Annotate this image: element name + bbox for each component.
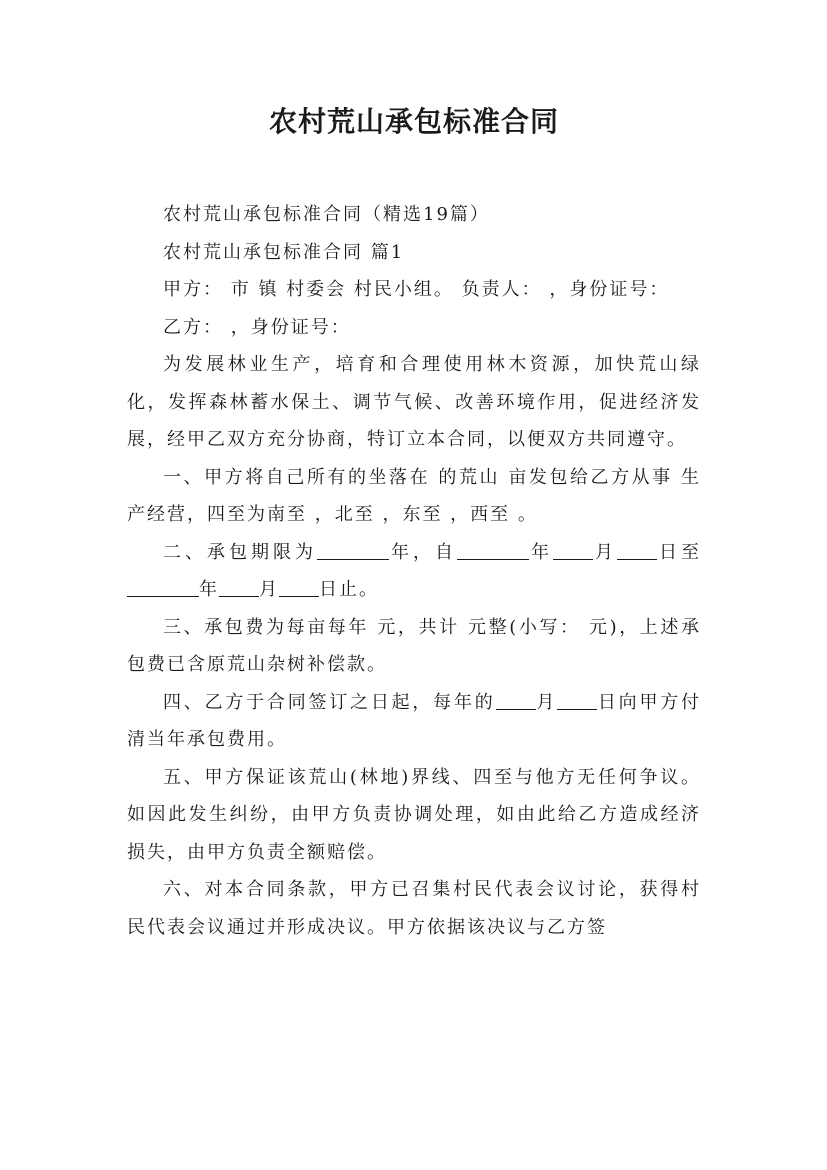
blank-end-day xyxy=(279,578,319,597)
clause-6-paragraph: 六、对本合同条款，甲方已召集村民代表会议讨论，获得村民代表会议通过并形成决议。甲方依据该决议与乙方签 xyxy=(127,879,701,938)
clause-4-text-c: 日向甲方付清当年承包费用。 xyxy=(127,691,702,750)
document-title: 农村荒山承包标准合同 xyxy=(268,105,559,138)
clause-1-paragraph: 一、甲方将自己所有的坐落在 的荒山 亩发包给乙方从事 生产经营，四至为南至 ，北至 ，东至 ，西至 。 xyxy=(127,466,701,525)
clause-2-text-h: 日止。 xyxy=(319,579,379,600)
blank-pay-day xyxy=(557,691,597,710)
section-heading: 农村荒山承包标准合同 篇1 xyxy=(163,241,405,263)
clause-2-text-b: 年，自 xyxy=(389,541,457,563)
clause-2-text-f: 年 xyxy=(199,579,219,600)
blank-end-month xyxy=(219,578,259,597)
clause-2-text-d: 月 xyxy=(593,541,617,563)
clause-4-text-b: 月 xyxy=(535,691,558,713)
clause-4-paragraph xyxy=(127,684,701,759)
clause-2-paragraph xyxy=(127,534,701,609)
blank-start-day xyxy=(617,541,657,560)
clause-5-paragraph: 五、甲方保证该荒山(林地)界线、四至与他方无任何争议。如因此发生纠纷，由甲方负责协调处理，如由此给乙方造成经济损失，由甲方负责全额赔偿。 xyxy=(127,766,701,863)
blank-start-year xyxy=(457,541,529,560)
clause-3-paragraph: 三、承包费为每亩每年 元，共计 元整(小写： 元)，上述承包费已含原荒山杂树补偿款。 xyxy=(127,616,701,675)
clause-4-text-a: 四、乙方于合同签订之日起，每年的 xyxy=(163,691,496,713)
blank-start-month xyxy=(553,541,593,560)
clause-2-text-a: 二、承包期限为 xyxy=(163,541,317,563)
party-a-paragraph: 甲方： 市 镇 村委会 村民小组。 负责人： ，身份证号： xyxy=(163,279,670,300)
blank-years xyxy=(317,541,389,560)
clause-2-text-c: 年 xyxy=(529,541,553,563)
purpose-paragraph: 为发展林业生产，培育和合理使用林木资源，加快荒山绿化，发挥森林蓄水保土、调节气候、改善环境作用，促进经济发展，经甲乙双方充分协商，特订立本合同，以便双方共同遵守。 xyxy=(127,354,701,450)
party-b-paragraph: 乙方： ，身份证号： xyxy=(163,316,351,338)
clause-2-text-e: 日至 xyxy=(657,541,701,563)
blank-pay-month xyxy=(496,691,536,710)
blank-end-year xyxy=(127,578,199,597)
clause-2-text-g: 月 xyxy=(259,579,279,600)
subtitle-paragraph: 农村荒山承包标准合同（精选19篇） xyxy=(163,204,490,225)
document-body xyxy=(127,196,701,946)
